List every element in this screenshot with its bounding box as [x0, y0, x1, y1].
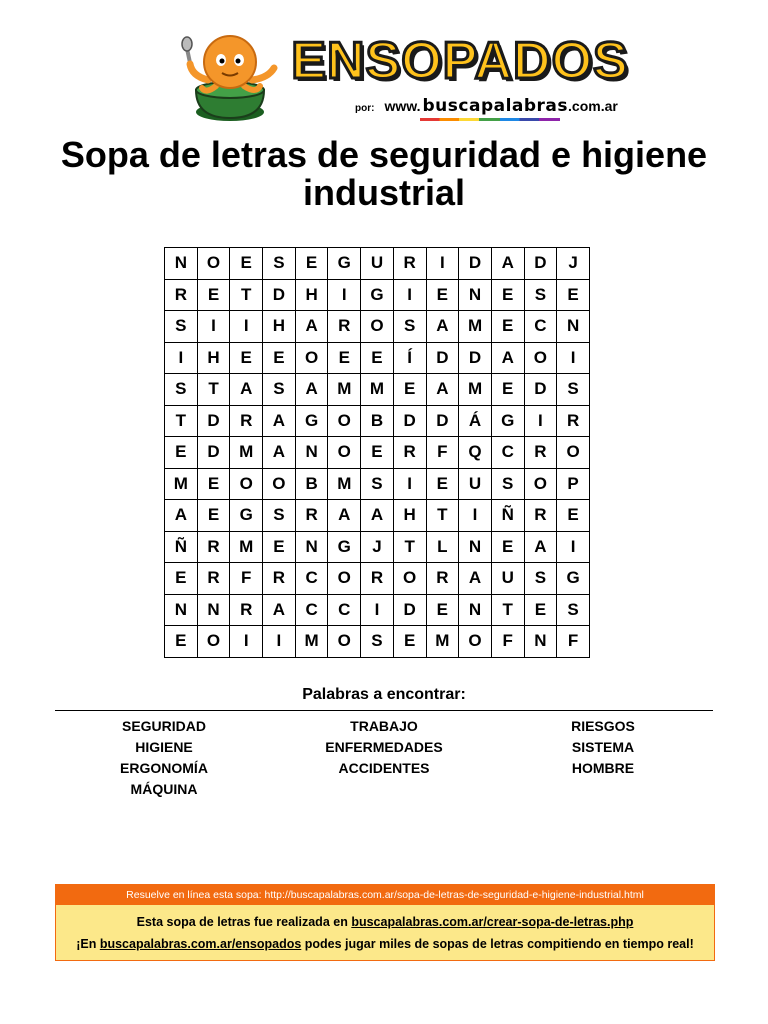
- grid-cell[interactable]: O: [393, 563, 426, 595]
- grid-row: [165, 531, 590, 563]
- grid-cell[interactable]: E: [491, 374, 524, 406]
- grid-cell[interactable]: H: [197, 342, 230, 374]
- grid-cell[interactable]: A: [263, 437, 296, 469]
- online-solve-link[interactable]: Resuelve en línea esta sopa: http://buscapalabras.com.ar/sopa-de-letras-de-seguridad-e-higiene-industrial.html: [56, 885, 714, 905]
- grid-cell[interactable]: S: [361, 468, 394, 500]
- grid-cell[interactable]: D: [393, 594, 426, 626]
- words-heading: Palabras a encontrar:: [302, 686, 466, 703]
- grid-cell[interactable]: D: [426, 405, 459, 437]
- grid-cell[interactable]: R: [524, 500, 557, 532]
- grid-row: [165, 405, 590, 437]
- grid-cell[interactable]: E: [328, 342, 361, 374]
- word-item: HOMBRE: [571, 760, 635, 776]
- word-item: HIGIENE: [135, 739, 193, 755]
- grid-cell[interactable]: J: [361, 531, 394, 563]
- grid-cell[interactable]: S: [263, 248, 296, 280]
- byline-por: por:: [355, 103, 375, 114]
- grid-cell[interactable]: N: [165, 594, 198, 626]
- grid-cell[interactable]: D: [524, 248, 557, 280]
- grid-cell[interactable]: Á: [459, 405, 492, 437]
- grid-cell[interactable]: O: [361, 311, 394, 343]
- grid-cell[interactable]: S: [524, 563, 557, 595]
- grid-cell[interactable]: D: [393, 405, 426, 437]
- grid-cell[interactable]: O: [557, 437, 590, 469]
- grid-cell[interactable]: E: [295, 248, 328, 280]
- grid-cell[interactable]: G: [361, 279, 394, 311]
- grid-row: [165, 626, 590, 658]
- grid-cell[interactable]: E: [263, 531, 296, 563]
- grid-cell[interactable]: T: [230, 279, 263, 311]
- grid-cell[interactable]: E: [426, 594, 459, 626]
- grid-cell[interactable]: A: [328, 500, 361, 532]
- grid-cell[interactable]: E: [426, 279, 459, 311]
- grid-cell[interactable]: T: [393, 531, 426, 563]
- byline-www: www.: [384, 98, 421, 114]
- grid-cell[interactable]: E: [393, 626, 426, 658]
- grid-cell[interactable]: E: [491, 311, 524, 343]
- grid-cell[interactable]: M: [165, 468, 198, 500]
- grid-cell[interactable]: E: [426, 468, 459, 500]
- grid-cell[interactable]: I: [328, 279, 361, 311]
- create-word-search-link[interactable]: buscapalabras.com.ar/crear-sopa-de-letras.php: [351, 914, 634, 929]
- grid-cell[interactable]: A: [165, 500, 198, 532]
- byline-tld: .com.ar: [568, 98, 618, 114]
- word-item: SEGURIDAD: [121, 718, 206, 734]
- grid-cell[interactable]: O: [524, 468, 557, 500]
- grid-cell[interactable]: A: [426, 374, 459, 406]
- grid-cell[interactable]: O: [328, 405, 361, 437]
- grid-cell[interactable]: O: [328, 563, 361, 595]
- grid-cell[interactable]: N: [459, 531, 492, 563]
- grid-cell[interactable]: R: [393, 437, 426, 469]
- grid-cell[interactable]: R: [328, 311, 361, 343]
- grid-cell[interactable]: F: [230, 563, 263, 595]
- grid-cell[interactable]: D: [197, 405, 230, 437]
- footer-line-2: [76, 933, 694, 955]
- grid-cell[interactable]: R: [524, 437, 557, 469]
- grid-cell[interactable]: E: [524, 594, 557, 626]
- grid-cell[interactable]: M: [295, 626, 328, 658]
- grid-cell[interactable]: O: [328, 437, 361, 469]
- grid-cell[interactable]: I: [524, 405, 557, 437]
- grid-cell[interactable]: R: [426, 563, 459, 595]
- grid-cell[interactable]: O: [524, 342, 557, 374]
- grid-cell[interactable]: M: [361, 374, 394, 406]
- grid-cell[interactable]: I: [165, 342, 198, 374]
- byline: [355, 96, 618, 118]
- grid-cell[interactable]: G: [557, 563, 590, 595]
- grid-cell[interactable]: E: [197, 279, 230, 311]
- grid-cell[interactable]: Q: [459, 437, 492, 469]
- grid-cell[interactable]: E: [165, 626, 198, 658]
- grid-cell[interactable]: M: [459, 374, 492, 406]
- grid-cell[interactable]: R: [230, 594, 263, 626]
- octopus-in-pot-icon: [180, 28, 280, 124]
- grid-cell[interactable]: I: [197, 311, 230, 343]
- grid-cell[interactable]: N: [295, 531, 328, 563]
- word-list-column-1: [100, 716, 228, 800]
- grid-cell[interactable]: S: [524, 279, 557, 311]
- grid-cell[interactable]: I: [361, 594, 394, 626]
- divider: [55, 710, 713, 711]
- grid-cell[interactable]: A: [491, 342, 524, 374]
- grid-cell[interactable]: E: [197, 468, 230, 500]
- grid-cell[interactable]: C: [524, 311, 557, 343]
- grid-cell[interactable]: B: [361, 405, 394, 437]
- grid-cell[interactable]: M: [230, 437, 263, 469]
- grid-cell[interactable]: O: [263, 468, 296, 500]
- grid-row: [165, 279, 590, 311]
- grid-cell[interactable]: H: [393, 500, 426, 532]
- grid-cell[interactable]: G: [230, 500, 263, 532]
- grid-cell[interactable]: A: [295, 374, 328, 406]
- footer-line-1-text: Esta sopa de letras fue realizada en: [136, 914, 352, 929]
- grid-cell[interactable]: A: [230, 374, 263, 406]
- grid-row: [165, 500, 590, 532]
- page-title: Sopa de letras de seguridad e higiene industrial: [60, 134, 708, 213]
- grid-cell[interactable]: U: [361, 248, 394, 280]
- grid-cell[interactable]: F: [491, 626, 524, 658]
- grid-cell[interactable]: I: [426, 248, 459, 280]
- grid-cell[interactable]: S: [165, 311, 198, 343]
- grid-cell[interactable]: E: [491, 531, 524, 563]
- grid-cell[interactable]: D: [197, 437, 230, 469]
- grid-cell[interactable]: S: [263, 500, 296, 532]
- color-bar: [420, 118, 560, 121]
- footer-info: [56, 905, 714, 960]
- grid-cell[interactable]: O: [197, 248, 230, 280]
- grid-cell[interactable]: E: [230, 248, 263, 280]
- grid-cell[interactable]: O: [295, 342, 328, 374]
- grid-cell[interactable]: T: [165, 405, 198, 437]
- grid-cell[interactable]: I: [230, 626, 263, 658]
- grid-cell[interactable]: I: [557, 531, 590, 563]
- grid-cell[interactable]: R: [263, 563, 296, 595]
- grid-cell[interactable]: S: [491, 468, 524, 500]
- grid-cell[interactable]: H: [263, 311, 296, 343]
- grid-cell[interactable]: A: [263, 594, 296, 626]
- grid-cell[interactable]: E: [197, 500, 230, 532]
- grid-cell[interactable]: E: [393, 374, 426, 406]
- grid-cell[interactable]: A: [295, 311, 328, 343]
- grid-cell[interactable]: R: [361, 563, 394, 595]
- grid-cell[interactable]: O: [230, 468, 263, 500]
- grid-cell[interactable]: D: [459, 248, 492, 280]
- grid-cell[interactable]: I: [557, 342, 590, 374]
- grid-cell[interactable]: Í: [393, 342, 426, 374]
- grid-cell[interactable]: O: [197, 626, 230, 658]
- grid-cell[interactable]: R: [230, 405, 263, 437]
- grid-cell[interactable]: S: [557, 374, 590, 406]
- grid-cell[interactable]: S: [557, 594, 590, 626]
- grid-cell[interactable]: I: [393, 279, 426, 311]
- grid-cell[interactable]: T: [491, 594, 524, 626]
- word-list-column-3: [540, 716, 666, 779]
- grid-cell[interactable]: A: [263, 405, 296, 437]
- grid-cell[interactable]: R: [393, 248, 426, 280]
- grid-cell[interactable]: A: [459, 563, 492, 595]
- grid-cell[interactable]: U: [491, 563, 524, 595]
- grid-cell[interactable]: I: [393, 468, 426, 500]
- grid-row: [165, 311, 590, 343]
- grid-cell[interactable]: M: [230, 531, 263, 563]
- grid-cell[interactable]: R: [165, 279, 198, 311]
- grid-cell[interactable]: T: [426, 500, 459, 532]
- grid-cell[interactable]: D: [459, 342, 492, 374]
- grid-cell[interactable]: E: [230, 342, 263, 374]
- grid-cell[interactable]: A: [491, 248, 524, 280]
- footer-box: [55, 884, 715, 961]
- word-search-grid: [164, 247, 590, 658]
- grid-cell[interactable]: M: [459, 311, 492, 343]
- word-item: ENFERMEDADES: [325, 739, 443, 755]
- grid-cell[interactable]: R: [557, 405, 590, 437]
- grid-row: [165, 342, 590, 374]
- footer-line-2-suffix: podes jugar miles de sopas de letras compitiendo en tiempo real!: [301, 936, 694, 951]
- grid-cell[interactable]: M: [426, 626, 459, 658]
- grid-cell[interactable]: N: [459, 279, 492, 311]
- grid-cell[interactable]: F: [557, 626, 590, 658]
- grid-cell[interactable]: G: [295, 405, 328, 437]
- grid-cell[interactable]: L: [426, 531, 459, 563]
- grid-cell[interactable]: E: [165, 437, 198, 469]
- grid-cell[interactable]: R: [197, 531, 230, 563]
- grid-cell[interactable]: S: [165, 374, 198, 406]
- word-item: MÁQUINA: [130, 781, 198, 797]
- word-item: SISTEMA: [571, 739, 635, 755]
- byline-site: buscapalabras: [422, 96, 569, 116]
- word-item: ERGONOMÍA: [120, 760, 208, 776]
- grid-cell[interactable]: N: [165, 248, 198, 280]
- grid-cell[interactable]: G: [491, 405, 524, 437]
- grid-cell[interactable]: P: [557, 468, 590, 500]
- grid-cell[interactable]: Ñ: [491, 500, 524, 532]
- word-list-column-2: [300, 716, 468, 779]
- grid-cell[interactable]: M: [328, 468, 361, 500]
- grid-cell[interactable]: N: [459, 594, 492, 626]
- grid-cell[interactable]: E: [361, 437, 394, 469]
- grid-cell[interactable]: S: [393, 311, 426, 343]
- grid-cell[interactable]: A: [426, 311, 459, 343]
- grid-cell[interactable]: A: [361, 500, 394, 532]
- grid-cell[interactable]: H: [295, 279, 328, 311]
- grid-cell[interactable]: Ñ: [165, 531, 198, 563]
- footer-line-1: [137, 911, 634, 933]
- grid-row: [165, 594, 590, 626]
- grid-cell[interactable]: D: [524, 374, 557, 406]
- word-item: ACCIDENTES: [338, 760, 430, 776]
- header: [0, 0, 768, 130]
- grid-cell[interactable]: J: [557, 248, 590, 280]
- brand-logo: ENSOPADOS: [291, 32, 629, 90]
- grid-row: [165, 248, 590, 280]
- grid-cell[interactable]: S: [361, 626, 394, 658]
- grid-cell[interactable]: G: [328, 531, 361, 563]
- grid-cell[interactable]: E: [557, 279, 590, 311]
- grid-row: [165, 468, 590, 500]
- grid-cell[interactable]: R: [295, 500, 328, 532]
- grid-cell[interactable]: N: [524, 626, 557, 658]
- grid-cell[interactable]: D: [263, 279, 296, 311]
- grid-cell[interactable]: E: [263, 342, 296, 374]
- word-item: TRABAJO: [350, 718, 418, 734]
- grid-cell[interactable]: C: [295, 563, 328, 595]
- grid-cell[interactable]: S: [263, 374, 296, 406]
- grid-cell[interactable]: E: [557, 500, 590, 532]
- grid-row: [165, 374, 590, 406]
- grid-cell[interactable]: N: [557, 311, 590, 343]
- grid-cell[interactable]: C: [295, 594, 328, 626]
- grid-row: [165, 437, 590, 469]
- grid-cell[interactable]: I: [230, 311, 263, 343]
- grid-cell[interactable]: G: [328, 248, 361, 280]
- grid-cell[interactable]: U: [459, 468, 492, 500]
- grid-cell[interactable]: D: [426, 342, 459, 374]
- grid-cell[interactable]: I: [263, 626, 296, 658]
- grid-cell[interactable]: O: [328, 626, 361, 658]
- grid-cell[interactable]: N: [295, 437, 328, 469]
- grid-cell[interactable]: E: [491, 279, 524, 311]
- ensopados-link[interactable]: buscapalabras.com.ar/ensopados: [99, 936, 302, 951]
- grid-cell[interactable]: C: [491, 437, 524, 469]
- grid-cell[interactable]: A: [524, 531, 557, 563]
- grid-cell[interactable]: R: [197, 563, 230, 595]
- grid-cell[interactable]: M: [328, 374, 361, 406]
- grid-cell[interactable]: C: [328, 594, 361, 626]
- grid-cell[interactable]: B: [295, 468, 328, 500]
- grid-cell[interactable]: O: [459, 626, 492, 658]
- grid-row: [165, 563, 590, 595]
- word-item: RIESGOS: [571, 718, 635, 734]
- grid-cell[interactable]: I: [459, 500, 492, 532]
- grid-cell[interactable]: F: [426, 437, 459, 469]
- grid-cell[interactable]: N: [197, 594, 230, 626]
- footer-line-2-prefix: ¡En: [76, 936, 100, 951]
- grid-cell[interactable]: E: [165, 563, 198, 595]
- grid-cell[interactable]: T: [197, 374, 230, 406]
- grid-cell[interactable]: E: [361, 342, 394, 374]
